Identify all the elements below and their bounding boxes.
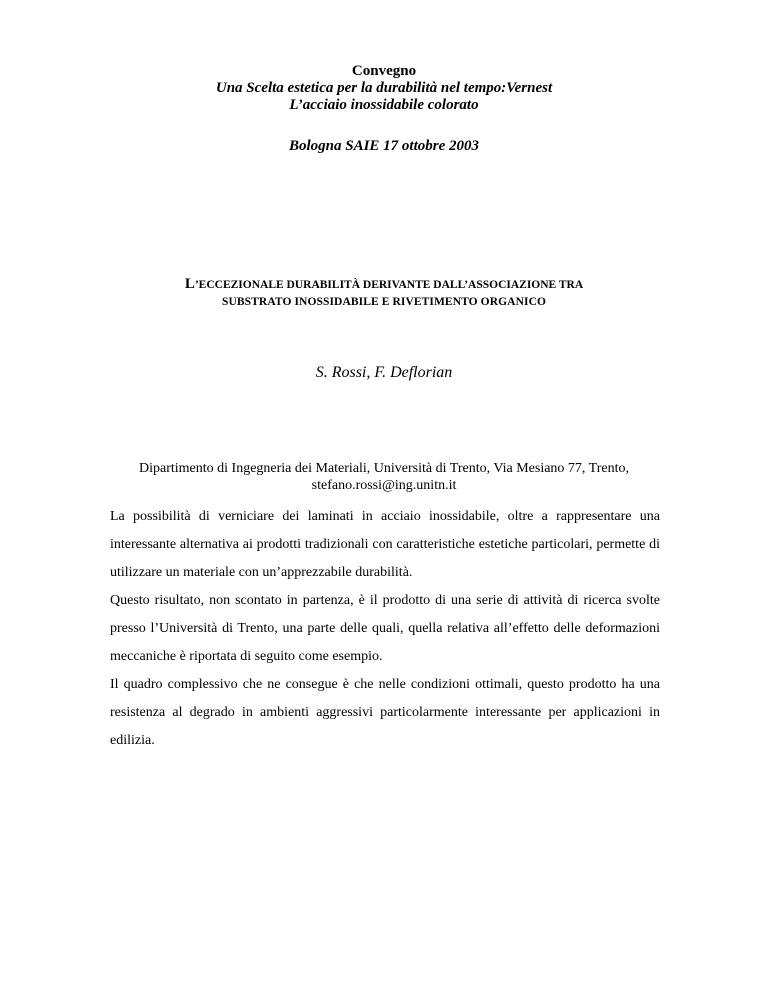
- body-paragraph-3: Il quadro complessivo che ne consegue è che nelle condizioni ottimali, questo prodotto ha una resistenza al degrado in ambienti aggressivi particolarmente interessante per applicazioni in edilizia.: [110, 677, 660, 748]
- affiliation-email: stefano.rossi@ing.unitn.it: [311, 478, 457, 493]
- paper-title-line2: SUBSTRATO INOSSIDABILE E RIVETIMENTO ORGANICO: [221, 296, 547, 308]
- paper-title-rest: ’ECCEZIONALE DURABILITÀ DERIVANTE DALL’ASSOCIAZIONE TRA: [194, 279, 584, 291]
- paper-title-initial: L: [184, 276, 195, 292]
- conference-date: Bologna SAIE 17 ottobre 2003: [288, 138, 480, 154]
- conference-title: Convegno: [351, 63, 417, 79]
- affiliation-line1: Dipartimento di Ingegneria dei Materiali, Università di Trento, Via Mesiano 77, Trento,: [139, 461, 629, 476]
- conference-subtitle-line1: Una Scelta estetica per la durabilità nel tempo:Vernest: [215, 80, 553, 96]
- authors: S. Rossi, F. Deflorian: [315, 364, 453, 381]
- body-paragraph-2: Questo risultato, non scontato in partenza, è il prodotto di una serie di attività di ricerca svolte presso l’Università di Trento, una parte delle quali, quella relativa all’effetto delle deformazioni meccaniche è riportata di seguito come esempio.: [110, 593, 660, 664]
- paper-title-line1: [0, 275, 768, 294]
- body-paragraph-1: La possibilità di verniciare dei laminati in acciaio inossidabile, oltre a rappresentare una interessante alternativa ai prodotti tradizionali con caratteristiche estetiche particolari, permette di utilizzare un materiale con un’apprezzabile durabilità.: [110, 509, 660, 580]
- conference-subtitle-line2: L’acciaio inossidabile colorato: [289, 97, 479, 113]
- body-text: [110, 503, 660, 755]
